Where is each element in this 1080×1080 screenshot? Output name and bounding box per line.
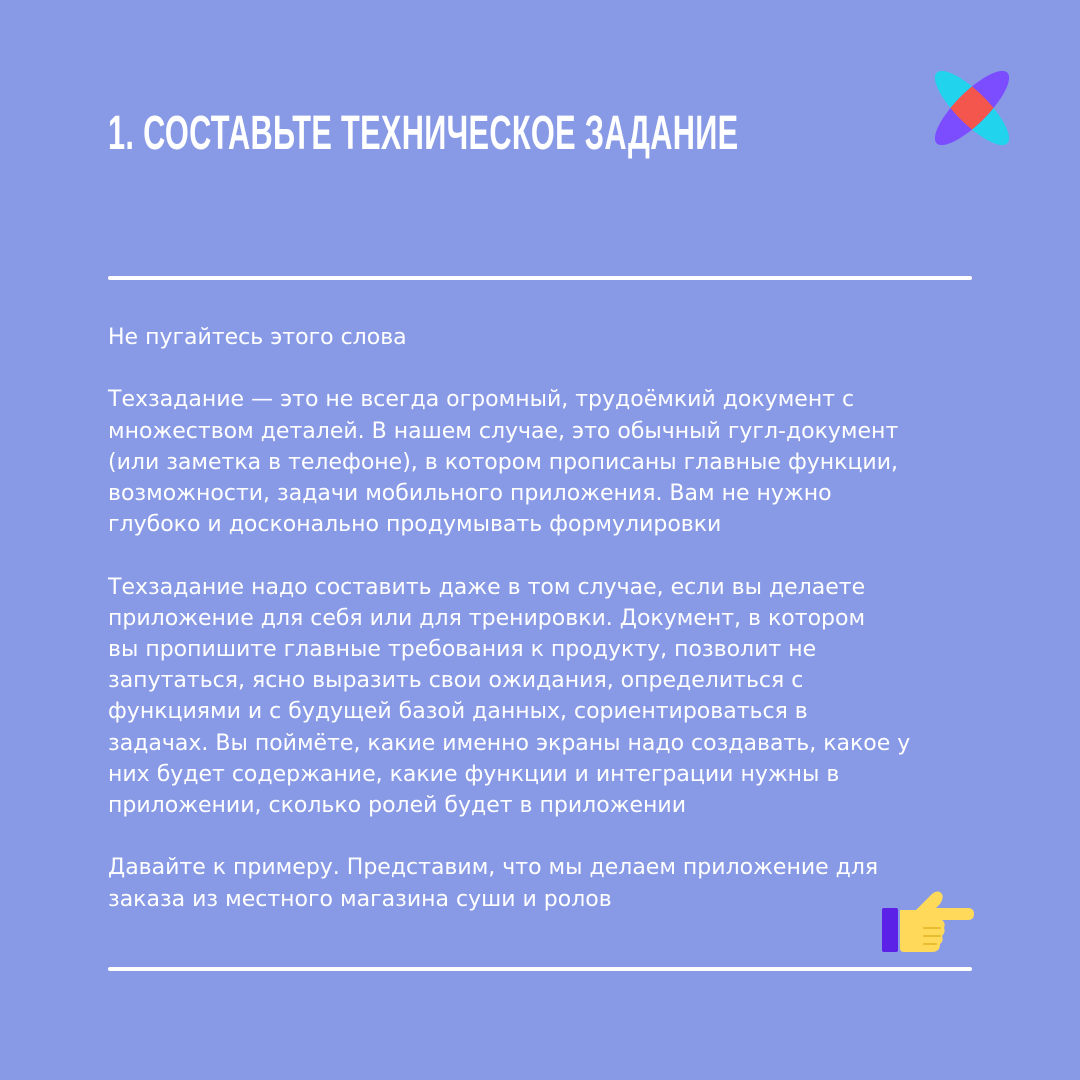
paragraph-example: Давайте к примеру. Представим, что мы делаем приложение для заказа из местного магазина суши и ролов (108, 855, 879, 912)
hand-palm (900, 892, 974, 953)
bottom-divider (108, 967, 972, 971)
body-text (108, 322, 988, 915)
paragraph-benefits: Техзадание надо составить даже в том случае, если вы делаете приложение для себя или для тренировки. Документ, в котором вы пропишите главные требования к продукту, позволит не запутаться, ясно выразить свои ожидания, определиться с функциями и с будущей базой данных, сориентироваться в задачах. Вы поймёте, какие именно экраны надо создавать, какое у них будет содержание, какие функции и интеграции нужны в приложении, сколько ролей будет в приложении (108, 574, 911, 819)
page-title: 1. СОСТАВЬТЕ ТЕХНИЧЕСКОЕ ЗАДАНИЕ (108, 107, 739, 160)
brand-logo-icon (930, 68, 1014, 148)
pointing-hand-icon (880, 890, 974, 954)
hand-cuff (882, 908, 898, 952)
paragraph-definition: Техзадание — это не всегда огромный, трудоёмкий документ с множеством деталей. В нашем случае, это обычный гугл-документ (или заметка в телефоне), в котором прописаны главные функции, возможности, задачи мобильного приложения. Вам не нужно глубоко и досконально продумывать формулировки (108, 387, 899, 538)
paragraph-intro: Не пугайтесь этого слова (108, 325, 407, 350)
top-divider (108, 276, 972, 280)
